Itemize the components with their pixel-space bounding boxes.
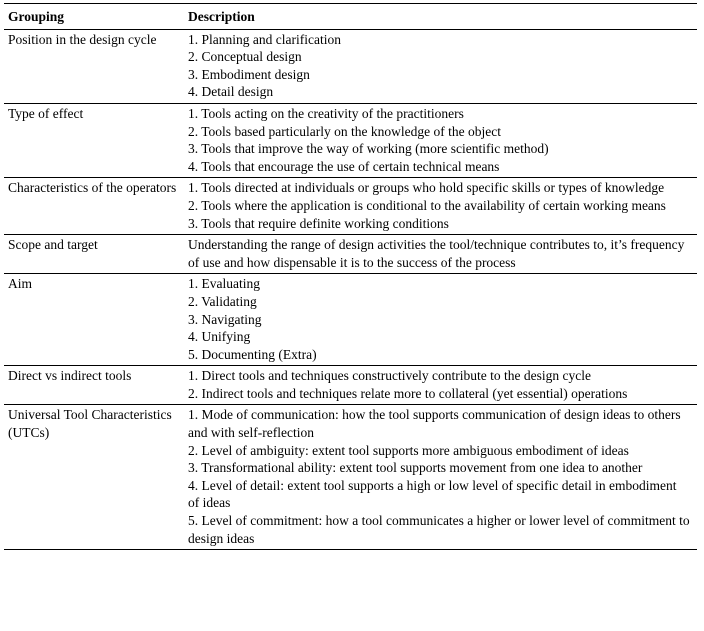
classification-table xyxy=(4,3,697,550)
description-cell xyxy=(188,406,697,547)
grouping-header: Grouping xyxy=(8,9,65,24)
grouping-cell: Characteristics of the operators xyxy=(8,180,177,196)
table-row xyxy=(4,104,697,177)
description-line: 1. Planning and clarification xyxy=(188,31,341,47)
description-cell xyxy=(188,105,697,175)
grouping-cell: Scope and target xyxy=(8,237,98,253)
description-cell xyxy=(188,179,697,232)
description-line: 2. Tools based particularly on the knowledge of the object xyxy=(188,123,501,139)
table-row xyxy=(4,366,697,404)
table-row xyxy=(4,274,697,365)
description-line: 4. Detail design xyxy=(188,84,274,100)
table-row xyxy=(4,178,697,234)
description-line: 2. Validating xyxy=(188,293,257,309)
description-line: 1. Tools directed at individuals or groups who hold specific skills or types of knowledge xyxy=(188,180,665,196)
description-line: Understanding the range of design activities the tool/technique contributes to, it’s frequency of use and how dispensable it is to the success of the process xyxy=(188,237,685,270)
description-line: 4. Unifying xyxy=(188,329,251,345)
description-line: 3. Tools that require definite working conditions xyxy=(188,215,449,231)
bottom-rule xyxy=(4,549,697,550)
grouping-cell: Aim xyxy=(8,276,33,292)
table-body xyxy=(4,30,697,551)
description-header: Description xyxy=(188,9,255,24)
description-line: 2. Level of ambiguity: extent tool supports more ambiguous embodiment of ideas xyxy=(188,442,629,458)
description-cell xyxy=(188,275,697,363)
grouping-cell: Position in the design cycle xyxy=(8,31,157,47)
description-line: 1. Evaluating xyxy=(188,276,260,292)
description-line: 2. Tools where the application is conditional to the availability of certain working means xyxy=(188,197,666,213)
description-line: 5. Documenting (Extra) xyxy=(188,346,317,362)
table-row xyxy=(4,30,697,103)
description-line: 4. Level of detail: extent tool supports a high or low level of specific detail in embodiment of ideas xyxy=(188,477,677,511)
description-line: 3. Navigating xyxy=(188,311,262,327)
description-line: 2. Indirect tools and techniques relate more to collateral (yet essential) operations xyxy=(188,385,628,401)
table-header xyxy=(4,4,697,29)
description-line: 1. Direct tools and techniques constructively contribute to the design cycle xyxy=(188,368,592,384)
description-line: 3. Embodiment design xyxy=(188,66,310,82)
description-line: 1. Tools acting on the creativity of the practitioners xyxy=(188,105,464,121)
table-row xyxy=(4,235,697,273)
grouping-cell: Universal Tool Characteristics (UTCs) xyxy=(8,407,172,441)
description-cell xyxy=(188,367,697,402)
description-line: 3. Tools that improve the way of working (more scientific method) xyxy=(188,141,549,157)
table-row xyxy=(4,405,697,549)
grouping-cell: Type of effect xyxy=(8,105,84,121)
description-line: 2. Conceptual design xyxy=(188,49,302,65)
description-line: 4. Tools that encourage the use of certain technical means xyxy=(188,158,500,174)
description-line: 3. Transformational ability: extent tool supports movement from one idea to another xyxy=(188,460,643,476)
grouping-cell: Direct vs indirect tools xyxy=(8,368,132,384)
description-line: 5. Level of commitment: how a tool communicates a higher or lower level of commitment to design ideas xyxy=(188,513,690,546)
description-cell xyxy=(188,31,697,101)
description-line: 1. Mode of communication: how the tool supports communication of design ideas to others and with self-reflection xyxy=(188,407,681,441)
description-cell xyxy=(188,236,697,271)
